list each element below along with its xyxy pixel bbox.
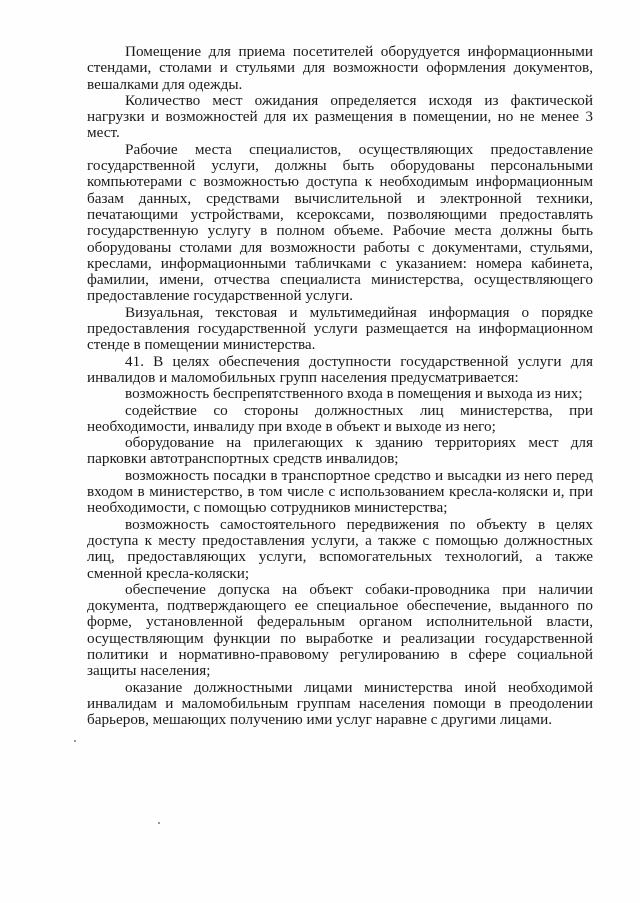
scan-speck [74,740,76,742]
list-item-boarding: возможность посадки в транспортное средство и высадки из него перед входом в министерство, в том числе с использованием кресла-коляски и, при необходимости, с помощью сотрудников министерства; [87,466,593,517]
list-item-parking: оборудование на прилегающих к зданию территориях мест для парковки автотранспортных средств инвалидов; [87,434,593,468]
list-item-barrier-help: оказание должностными лицами министерства иной необходимой инвалидам и маломобильным группам населения помощи в преодолении барьеров, мешающих получению ими услуг наравне с другими лицами. [87,678,593,729]
list-item-entrance: возможность беспрепятственного входа в помещения и выхода из них; [125,385,583,403]
scan-speck [158,822,160,824]
list-item-assistance: содействие со стороны должностных лиц министерства, при необходимости, инвалиду при входе в объект и выходе из него; [87,401,593,435]
paragraph-reception-room: Помещение для приема посетителей оборудуется информационными стендами, столами и стульями для возможности оформления документов, вешалками для одежды. [87,43,593,93]
document-body [87,44,593,728]
paragraph-visual-information: Визуальная, текстовая и мультимедийная информация о порядке предоставления государственной услуги размещается на информационном стенде в помещении министерства. [87,303,593,354]
paragraph-clause-41: 41. В целях обеспечения доступности государственной услуги для инвалидов и маломобильных групп населения предусматривается: [87,352,593,386]
list-item-movement: возможность самостоятельного передвижения по объекту в целях доступа к месту предоставления услуги, а также с помощью должностных лиц, предоставляющих услуги, вспомогательных технологий, а также сменной кресла-коляски; [87,515,593,582]
paragraph-waiting-seats: Количество мест ожидания определяется исходя из фактической нагрузки и возможностей для их размещения в помещении, но не менее 3 мест. [87,91,593,142]
paragraph-workplaces: Рабочие места специалистов, осуществляющих предоставление государственной услуги, должны быть оборудованы персональными компьютерами с возможностью доступа к необходимым информационным базам данных, средствами вычислительной и электронной техники, печатающими устройствами, ксероксами, позволяющими предоставлять государственную услугу в полном объеме. Рабочие места должны быть оборудованы столами для возможности работы с документами, стульями, креслами, информационными табличками с указанием: номера кабинета, фамилии, имени, отчества специалиста министерства, осуществляющего предоставление государственной услуги. [87,140,593,305]
list-item-guide-dog: обеспечение допуска на объект собаки-проводника при наличии документа, подтверждающего ее специальное обеспечение, выданного по форме, установленной федеральным органом исполнительной власти, осуществляющим функции по выработке и реализации государственной политики и нормативно-правовому регулированию в сфере социальной защиты населения; [87,580,593,680]
